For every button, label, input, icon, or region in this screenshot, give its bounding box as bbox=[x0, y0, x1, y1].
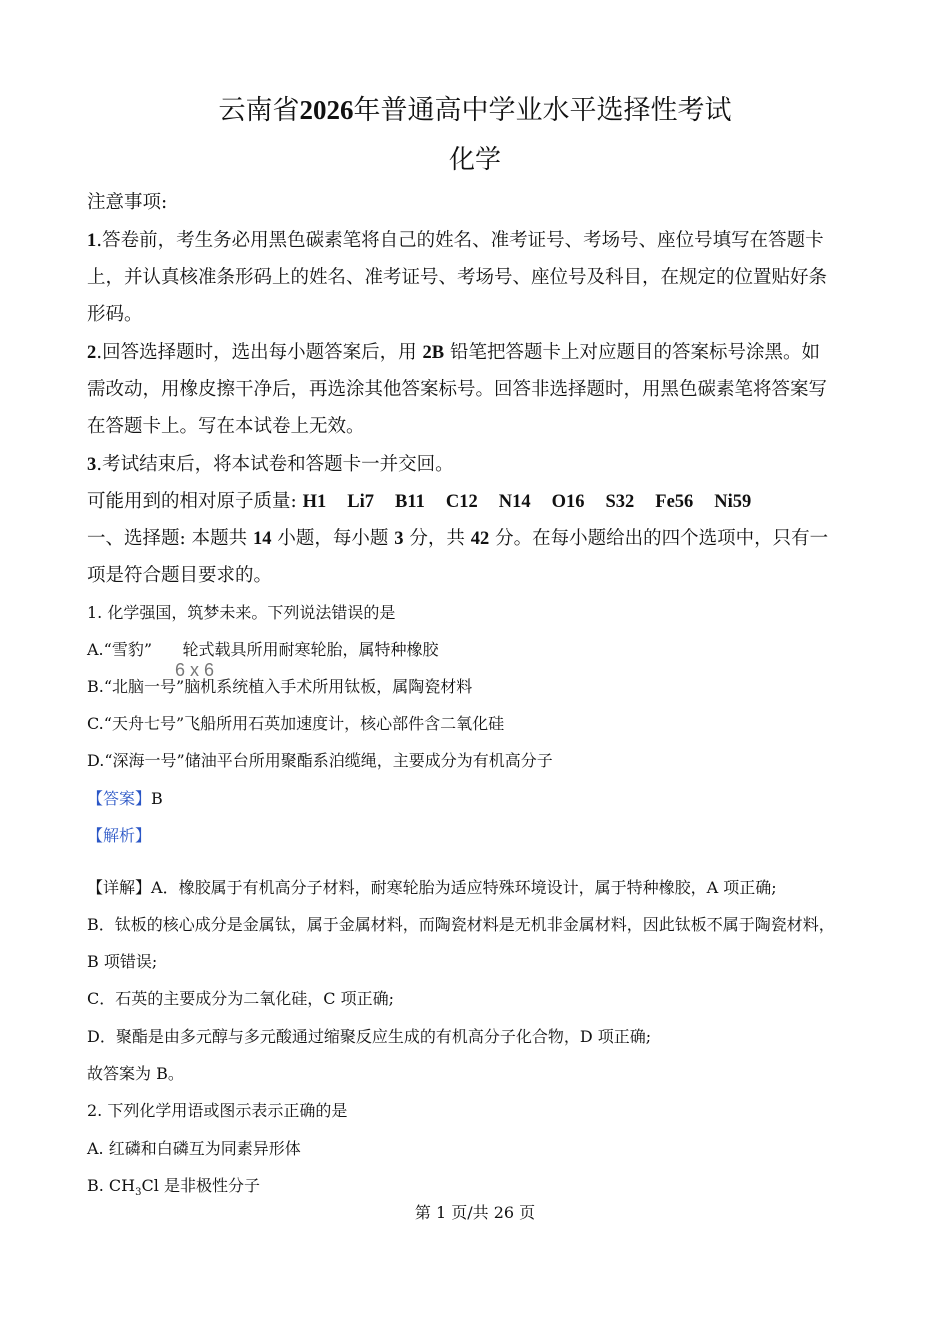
section-1-heading-line-2: 项是符合题目要求的。 bbox=[87, 565, 273, 586]
exam-title: 云南省2026年普通高中学业水平选择性考试 bbox=[218, 95, 732, 126]
subject-title: 化学 bbox=[448, 145, 501, 175]
analysis-tag: 【解析】 bbox=[87, 826, 152, 845]
detail-line-1: 【详解】A．橡胶属于有机高分子材料，耐寒轮胎为适应特殊环境设计，属于特种橡胶，A 项正确; bbox=[87, 878, 777, 897]
notice-item-1-line-3: 形码。 bbox=[87, 304, 143, 325]
question-2-stem: 2. 下列化学用语或图示表示正确的是 bbox=[87, 1101, 348, 1120]
question-1-option-d: D.“深海一号”储油平台所用聚酯系泊缆绳，主要成分为有机高分子 bbox=[87, 751, 553, 770]
notice-heading: 注意事项: bbox=[87, 192, 168, 213]
detail-line-4: C．石英的主要成分为二氧化硅，C 项正确; bbox=[87, 989, 394, 1008]
notice-item-1: 1.答卷前，考生务必用黑色碳素笔将自己的姓名、准考证号、考场号、座位号填写在答题卡 bbox=[87, 230, 824, 251]
mass-n: N14 bbox=[498, 492, 531, 512]
detail-line-2: B．钛板的核心成分是金属钛，属于金属材料，而陶瓷材料是无机非金属材料，因此钛板不属于陶瓷材料， bbox=[87, 915, 835, 934]
mass-b: B11 bbox=[395, 492, 425, 512]
mass-li: Li7 bbox=[347, 492, 374, 512]
mass-h: H1 bbox=[302, 492, 327, 512]
mass-s: S32 bbox=[605, 492, 635, 512]
answer-tag: 【答案】 bbox=[87, 789, 152, 808]
mass-o: O16 bbox=[551, 492, 585, 512]
question-2-option-a: A. 红磷和白磷互为同素异形体 bbox=[87, 1139, 301, 1158]
notice-item-1-line-2: 上，并认真核准条形码上的姓名、准考证号、考场号、座位号及科目，在规定的位置贴好条 bbox=[87, 267, 828, 288]
detail-line-6: 故答案为 B。 bbox=[87, 1064, 184, 1083]
detail-line-3: B 项错误; bbox=[87, 952, 158, 971]
question-1-option-c: C.“天舟七号”飞船所用石英加速度计，核心部件含二氧化硅 bbox=[87, 714, 505, 733]
notice-item-2-line-2: 需改动，用橡皮擦干净后，再选涂其他答案标号。回答非选择题时，用黑色碳素笔将答案写 bbox=[87, 379, 828, 400]
question-1-stem: 1. 化学强国，筑梦未来。下列说法错误的是 bbox=[87, 603, 396, 622]
overlay-mark: 6 x 6 bbox=[175, 660, 215, 680]
question-1-option-a: A.“雪豹” 轮式载具所用耐寒轮胎，属特种橡胶 bbox=[87, 640, 439, 659]
section-1-heading: 一、选择题: 本题共 14 小题，每小题 3 分，共 42 分。在每小题给出的四个选项中，只有一 bbox=[87, 528, 829, 549]
notice-item-2: 2.回答选择题时，选出每小题答案后，用 2B 铅笔把答题卡上对应题目的答案标号涂黑。如 bbox=[87, 342, 820, 363]
notice-item-2-line-3: 在答题卡上。写在本试卷上无效。 bbox=[87, 416, 365, 437]
detail-line-5: D．聚酯是由多元醇与多元酸通过缩聚反应生成的有机高分子化合物，D 项正确; bbox=[87, 1027, 652, 1046]
mass-ni: Ni59 bbox=[714, 492, 752, 512]
page-footer: 第 1 页/共 26 页 bbox=[414, 1203, 536, 1222]
question-2-option-b: B. $CH_3Cl$ 是非极性分子 bbox=[87, 1176, 260, 1199]
mass-fe: Fe56 bbox=[655, 492, 694, 512]
mass-c: C12 bbox=[445, 492, 478, 512]
notice-item-3: 3.考试结束后，将本试卷和答题卡一并交回。 bbox=[87, 454, 454, 475]
answer-line: 【答案】B bbox=[87, 789, 163, 808]
question-1-option-b: B.“北脑一号”脑机系统植入手术所用钛板，属陶瓷材料 bbox=[87, 677, 473, 696]
atomic-mass-line: 可能用到的相对原子质量: H1 Li7 B11 C12 N14 O16 S32 Fe56 Ni59 bbox=[87, 491, 752, 512]
